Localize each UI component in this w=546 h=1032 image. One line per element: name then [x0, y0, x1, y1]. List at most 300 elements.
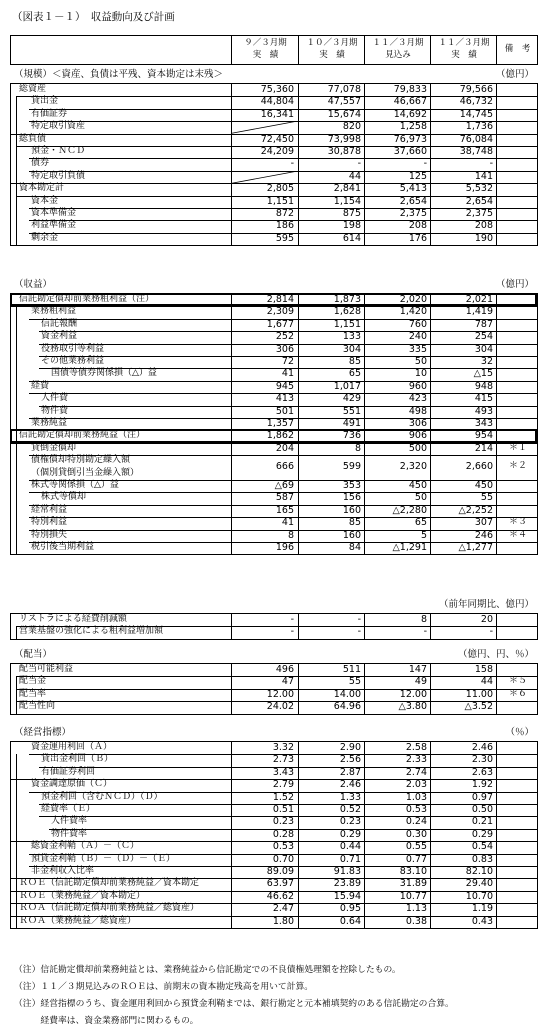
- scale-row: [11, 84, 537, 96]
- cell-value: 304: [342, 343, 361, 355]
- income-row: [11, 455, 537, 480]
- cell-value: 76,973: [393, 133, 427, 145]
- cell-value: 12.00: [399, 688, 427, 700]
- income-row: [11, 530, 537, 542]
- row-label: 資本金: [31, 195, 59, 206]
- cell-value: △1,291: [392, 542, 427, 553]
- dividend-unit: （億円、円、％）: [457, 649, 534, 660]
- cell-value: 11.00: [465, 688, 493, 700]
- row-label: ＲＯＡ（業務純益／総資産）: [19, 915, 137, 926]
- row-label: 債券: [31, 158, 50, 169]
- income-row: [11, 356, 537, 368]
- cell-value: 820: [342, 121, 361, 133]
- row-label: 経費: [31, 380, 50, 391]
- row-label: 株式等償却: [41, 492, 87, 503]
- cell-value: 0.30: [405, 828, 427, 840]
- cell-value: 55: [348, 676, 361, 688]
- row-label: 有価証券: [31, 108, 68, 119]
- cell-value: 133: [342, 331, 361, 343]
- row-label: 貸倒金償却: [31, 442, 77, 453]
- income-tree-line: [16, 306, 17, 554]
- dividend-heading: [10, 650, 538, 661]
- row-label: 債権償却特別勘定繰入額: [31, 455, 131, 466]
- header-remark: 備 考: [496, 36, 538, 64]
- cell-value: 55: [480, 492, 493, 504]
- cell-value: 2.79: [272, 779, 294, 791]
- cell-value: 423: [408, 393, 427, 405]
- row-label: 配当金: [19, 676, 47, 687]
- row-label: 人件費: [41, 393, 69, 404]
- cell-value: 85: [348, 356, 361, 367]
- row-label: 資本準備金: [31, 208, 77, 218]
- cell-value: 16,341: [260, 108, 294, 120]
- income-row: [11, 542, 537, 554]
- cell-value: 198: [342, 220, 361, 232]
- cell-value: 165: [275, 504, 294, 516]
- cell-value: 511: [342, 664, 361, 675]
- dividend-row: [11, 664, 537, 676]
- column-header: [10, 35, 538, 65]
- cell-value: 760: [408, 318, 427, 330]
- income-row: [11, 368, 537, 380]
- income-heading: [10, 280, 538, 291]
- row-label: 税引後当期利益: [31, 542, 95, 552]
- cell-value: -: [357, 158, 361, 170]
- row-label: 物件費: [41, 405, 69, 416]
- remark-cell: ＊１: [508, 442, 527, 453]
- row-label: 資金利益: [41, 331, 78, 342]
- restructure-row: [11, 614, 537, 626]
- dividend-tree-line: [16, 676, 17, 713]
- cell-value: 0.51: [272, 804, 294, 815]
- cell-value: -: [489, 626, 493, 638]
- cell-value: 2,805: [266, 183, 294, 195]
- cell-value: 79,833: [393, 84, 427, 95]
- cell-value: 875: [342, 208, 361, 219]
- row-label: 業務粗利益: [31, 306, 77, 317]
- row-label: 経常利益: [31, 504, 68, 515]
- scale-row: [11, 109, 537, 121]
- row-label: 信託報酬: [41, 318, 78, 329]
- cell-value: 2.58: [405, 742, 427, 753]
- row-label: ＲＯＡ（信託勘定償却前業務純益／総資産）: [19, 903, 200, 914]
- cell-value: 160: [342, 504, 361, 516]
- remark-cell: ＊４: [508, 529, 527, 540]
- scale-tree-line: [16, 96, 17, 245]
- cell-value: 15,674: [327, 108, 361, 120]
- cell-value: 73,998: [327, 133, 361, 145]
- dividend-row: [11, 676, 537, 688]
- indicators-row: [11, 754, 537, 766]
- cell-value: 2,020: [399, 294, 427, 305]
- cell-value: 736: [342, 430, 361, 442]
- row-label-sub: （個別貸倒引当金繰入額）: [31, 467, 140, 478]
- cell-value: 2.87: [339, 766, 361, 778]
- cell-value: 47,557: [327, 96, 361, 108]
- income-unit: （億円）: [495, 279, 534, 290]
- income-row: [11, 505, 537, 517]
- cell-value: 14,692: [393, 108, 427, 120]
- row-label: 信託勘定償却前業務粗利益（注）: [19, 294, 155, 304]
- cell-value: 595: [275, 232, 294, 244]
- cell-value: 14,745: [459, 108, 493, 120]
- cell-value: 1,154: [333, 195, 361, 207]
- cell-value: 2,375: [399, 208, 427, 219]
- cell-value: 2,375: [465, 208, 493, 219]
- cell-value: 1.33: [339, 791, 361, 803]
- row-label: 配当可能利益: [19, 664, 74, 674]
- cell-value: 0.29: [339, 828, 361, 840]
- cell-value: 37,660: [393, 146, 427, 157]
- cell-value: 1,017: [333, 380, 361, 392]
- cell-value: 872: [275, 208, 294, 219]
- cell-value: △3.80: [398, 701, 427, 713]
- cell-value: 2.74: [405, 766, 427, 778]
- cell-value: 0.24: [405, 816, 427, 828]
- cell-value: 599: [342, 461, 361, 473]
- note-2: （注）１１／３期見込みのＲＯＥは、前期末の資本勘定残高を用いて計算。: [14, 982, 314, 992]
- header-col-1: ９／３月期 実 績: [231, 36, 299, 64]
- cell-value: 0.83: [471, 853, 493, 865]
- cell-value: 2,660: [465, 461, 493, 473]
- cell-value: 147: [408, 664, 427, 675]
- indicators-heading: [10, 728, 538, 739]
- cell-value: 1,258: [399, 121, 427, 133]
- cell-value: 413: [275, 393, 294, 405]
- cell-value: 954: [474, 430, 493, 442]
- remark-cell: ＊６: [508, 688, 527, 699]
- cell-value: 0.52: [339, 804, 361, 815]
- income-title: （収益）: [14, 279, 53, 290]
- cell-value: 0.70: [272, 853, 294, 865]
- row-label: 配当率: [19, 688, 47, 699]
- cell-value: -: [357, 626, 361, 638]
- note-4: 経費率は、資金業務部門に関わるもの。: [14, 1016, 199, 1026]
- cell-value: 41: [281, 368, 294, 380]
- row-label: 総負債: [19, 133, 47, 144]
- empty-cell-slash: [231, 121, 298, 133]
- cell-value: 2.30: [471, 754, 493, 766]
- indicators-row: [11, 866, 537, 878]
- cell-value: 72,450: [260, 133, 294, 145]
- row-label: 特別損失: [31, 529, 68, 540]
- cell-value: 49: [414, 676, 427, 688]
- cell-value: 77,078: [327, 84, 361, 95]
- indicators-row: [11, 804, 537, 816]
- row-label: 預金・ＮＣＤ: [31, 146, 86, 156]
- indicators-row: [11, 878, 537, 890]
- cell-value: 496: [275, 664, 294, 675]
- cell-value: 12.00: [266, 688, 294, 700]
- cell-value: 252: [275, 331, 294, 343]
- cell-value: -: [290, 614, 294, 625]
- cell-value: 2,841: [333, 183, 361, 195]
- cell-value: -: [423, 158, 427, 170]
- cell-value: 0.43: [471, 915, 493, 927]
- header-col-2: １０／３月期 実 績: [298, 36, 365, 64]
- row-label: ＲＯＥ（信託勘定償却前業務純益／資本勘定: [19, 878, 200, 889]
- cell-value: 450: [474, 480, 493, 491]
- scale-row: [11, 196, 537, 208]
- row-label: 総資金利鞘（Ａ）－（Ｃ）: [31, 841, 140, 852]
- row-label: 役務取引等利益: [41, 343, 105, 354]
- cell-value: 0.64: [339, 915, 361, 927]
- cell-value: 0.23: [272, 816, 294, 828]
- cell-value: 0.28: [272, 828, 294, 840]
- dividend-title: （配当）: [14, 649, 53, 660]
- cell-value: 0.95: [339, 903, 361, 915]
- cell-value: 82.10: [465, 866, 493, 877]
- cell-value: 1,736: [465, 121, 493, 133]
- cell-value: 214: [474, 442, 493, 454]
- indicators-row: [11, 767, 537, 779]
- row-label: 経費率（Ｅ）: [41, 804, 96, 814]
- cell-value: 1,862: [266, 430, 294, 442]
- cell-value: △2,280: [392, 504, 427, 516]
- income-row: [11, 319, 537, 331]
- cell-value: 0.97: [471, 791, 493, 803]
- scale-row: [11, 134, 537, 146]
- cell-value: 948: [474, 380, 493, 392]
- cell-value: 91.83: [333, 866, 361, 877]
- cell-value: 75,360: [260, 84, 294, 95]
- row-label: 物件費率: [51, 828, 88, 839]
- row-label: 総資産: [19, 84, 47, 94]
- cell-value: 65: [414, 517, 427, 529]
- income-row: [11, 393, 537, 405]
- row-label: 貸出金: [31, 96, 59, 107]
- income-row: [11, 492, 537, 504]
- cell-value: 1,420: [399, 306, 427, 318]
- cell-value: 0.53: [272, 841, 294, 853]
- cell-value: 1,419: [465, 306, 493, 318]
- cell-value: △2,252: [458, 504, 493, 516]
- cell-value: 85: [348, 517, 361, 529]
- cell-value: △3.52: [464, 701, 493, 713]
- income-row: [11, 406, 537, 418]
- income-row: [11, 443, 537, 455]
- restructure-row: [11, 626, 537, 638]
- cell-value: 335: [408, 343, 427, 355]
- row-label: 有価証券利回: [41, 766, 96, 777]
- row-label: 業務純益: [31, 418, 68, 428]
- scale-row: [11, 220, 537, 232]
- cell-value: 14.00: [333, 688, 361, 700]
- cell-value: 1,357: [266, 418, 294, 429]
- cell-value: 304: [474, 343, 493, 355]
- cell-value: 306: [408, 418, 427, 429]
- cell-value: 415: [474, 393, 493, 405]
- cell-value: 429: [342, 393, 361, 405]
- cell-value: 83.10: [399, 866, 427, 877]
- cell-value: 1,628: [333, 306, 361, 318]
- cell-value: 666: [275, 461, 294, 473]
- row-label: 貸出金利回（Ｂ）: [41, 754, 114, 765]
- cell-value: 254: [474, 331, 493, 343]
- cell-value: 1,873: [333, 294, 361, 305]
- cell-value: 3.43: [272, 766, 294, 778]
- income-row: [11, 344, 537, 356]
- indicators-row: [11, 916, 537, 928]
- row-label: 特定取引資産: [31, 121, 86, 132]
- income-row: [11, 331, 537, 343]
- remark-cell: ＊３: [508, 517, 527, 528]
- empty-cell-slash: [231, 171, 298, 183]
- cell-value: 306: [275, 343, 294, 355]
- remark-cell: ＊５: [508, 676, 527, 687]
- indicators-row: [11, 829, 537, 841]
- cell-value: 960: [408, 380, 427, 392]
- cell-value: 44: [480, 676, 493, 688]
- cell-value: 2,320: [399, 461, 427, 473]
- row-label: 営業基盤の強化による粗利益増加額: [19, 626, 164, 637]
- row-label: 利益準備金: [31, 220, 77, 231]
- cell-value: 2.03: [405, 779, 427, 791]
- cell-value: 190: [474, 232, 493, 244]
- scale-row: [11, 96, 537, 108]
- cell-value: 204: [275, 442, 294, 454]
- cell-value: 0.54: [471, 841, 493, 853]
- row-label: 配当性向: [19, 701, 56, 712]
- indicators-row: [11, 816, 537, 828]
- cell-value: 46,732: [459, 96, 493, 108]
- cell-value: △69: [274, 480, 294, 491]
- cell-value: 2,021: [465, 294, 493, 305]
- row-label: 特定取引負債: [31, 170, 86, 181]
- cell-value: 2.63: [471, 766, 493, 778]
- cell-value: 65: [348, 368, 361, 380]
- cell-value: 307: [474, 517, 493, 529]
- income-row: [11, 381, 537, 393]
- row-label: 剰余金: [31, 232, 59, 243]
- cell-value: 2,654: [399, 195, 427, 207]
- cell-value: 498: [408, 405, 427, 417]
- cell-value: 945: [275, 380, 294, 392]
- cell-value: 906: [408, 430, 427, 442]
- scale-row: [11, 121, 537, 133]
- income-row: [11, 306, 537, 318]
- cell-value: 64.96: [333, 701, 361, 713]
- cell-value: 10.70: [465, 890, 493, 902]
- cell-value: 29.40: [465, 878, 493, 890]
- cell-value: 23.89: [333, 878, 361, 890]
- indicators-tree-line: [16, 754, 17, 928]
- cell-value: 1.52: [272, 791, 294, 803]
- income-row: [11, 517, 537, 529]
- row-label: 預金利回（含むＮＣＤ）（Ｄ）: [41, 791, 163, 802]
- note-3: （注）経営指標のうち、資金運用利回から預貸金利鞘までは、銀行勘定と元本補填契約のある信託勘定の合算。: [14, 999, 454, 1009]
- row-label: 資本勘定計: [19, 183, 65, 194]
- cell-value: 343: [474, 418, 493, 429]
- cell-value: 196: [275, 542, 294, 553]
- cell-value: 2.46: [339, 779, 361, 791]
- cell-value: 8: [420, 614, 427, 625]
- cell-value: 1,151: [266, 195, 294, 207]
- restructure-tree-line: [16, 626, 17, 638]
- cell-value: 47: [281, 676, 294, 688]
- cell-value: 0.50: [471, 804, 493, 815]
- cell-value: 491: [342, 418, 361, 429]
- cell-value: 500: [408, 442, 427, 454]
- cell-value: 2.56: [339, 754, 361, 766]
- cell-value: 208: [408, 220, 427, 232]
- cell-value: 1,677: [266, 318, 294, 330]
- indicators-row: [11, 854, 537, 866]
- cell-value: 31.89: [399, 878, 427, 890]
- cell-value: -: [423, 626, 427, 638]
- cell-value: 158: [474, 664, 493, 675]
- dividend-table: [10, 663, 538, 715]
- cell-value: △1,277: [458, 542, 493, 553]
- cell-value: 72: [281, 356, 294, 367]
- indicators-row: [11, 792, 537, 804]
- restructure-heading: [10, 600, 538, 611]
- cell-value: 0.23: [339, 816, 361, 828]
- row-label: 信託勘定償却前業務純益（注）: [19, 430, 146, 441]
- indicators-title: （経営指標）: [14, 727, 72, 738]
- cell-value: 125: [408, 170, 427, 182]
- indicators-row: [11, 891, 537, 903]
- cell-value: 141: [474, 170, 493, 182]
- income-highlight-box: [10, 293, 537, 306]
- row-label: 資金運用利回（Ａ）: [31, 742, 113, 752]
- cell-value: 2,309: [266, 306, 294, 318]
- row-label: リストラによる経費削減額: [19, 614, 127, 624]
- cell-value: 1,151: [333, 318, 361, 330]
- cell-value: 50: [414, 356, 427, 367]
- cell-value: 614: [342, 232, 361, 244]
- cell-value: 1.92: [471, 779, 493, 791]
- cell-value: 0.44: [339, 841, 361, 853]
- cell-value: 2.73: [272, 754, 294, 766]
- cell-value: 156: [342, 492, 361, 504]
- scale-row: [11, 233, 537, 245]
- cell-value: -: [357, 614, 361, 625]
- scale-row: [11, 183, 537, 195]
- cell-value: 89.09: [266, 866, 294, 877]
- cell-value: 44,804: [260, 96, 294, 108]
- cell-value: 587: [275, 492, 294, 504]
- cell-value: 208: [474, 220, 493, 232]
- header-col-4: １１／３月期 実 績: [430, 36, 497, 64]
- cell-value: 46.62: [266, 890, 294, 902]
- row-label: その他業務利益: [41, 356, 105, 366]
- cell-value: 2,654: [465, 195, 493, 207]
- cell-value: 240: [408, 331, 427, 343]
- cell-value: 1.13: [405, 903, 427, 915]
- header-col-3: １１／３月期 見込み: [364, 36, 431, 64]
- cell-value: 2.90: [339, 742, 361, 753]
- cell-value: 41: [281, 517, 294, 529]
- cell-value: 1.19: [471, 903, 493, 915]
- cell-value: 20: [480, 614, 493, 625]
- scale-unit: （億円）: [495, 69, 534, 80]
- cell-value: 10.77: [399, 890, 427, 902]
- cell-value: 0.55: [405, 841, 427, 853]
- scale-row: [11, 208, 537, 220]
- cell-value: 30,878: [327, 146, 361, 157]
- cell-value: 10: [414, 368, 427, 380]
- indicators-row: [11, 779, 537, 791]
- dividend-row: [11, 701, 537, 713]
- cell-value: 2,814: [266, 294, 294, 305]
- cell-value: 44: [348, 170, 361, 182]
- indicators-table: [10, 741, 538, 929]
- cell-value: 160: [342, 529, 361, 541]
- row-label: 人件費率: [51, 816, 88, 827]
- row-label: 預貸金利鞘（Ｂ）－（Ｄ）－（Ｅ）: [31, 853, 176, 864]
- restructure-table: [10, 613, 538, 640]
